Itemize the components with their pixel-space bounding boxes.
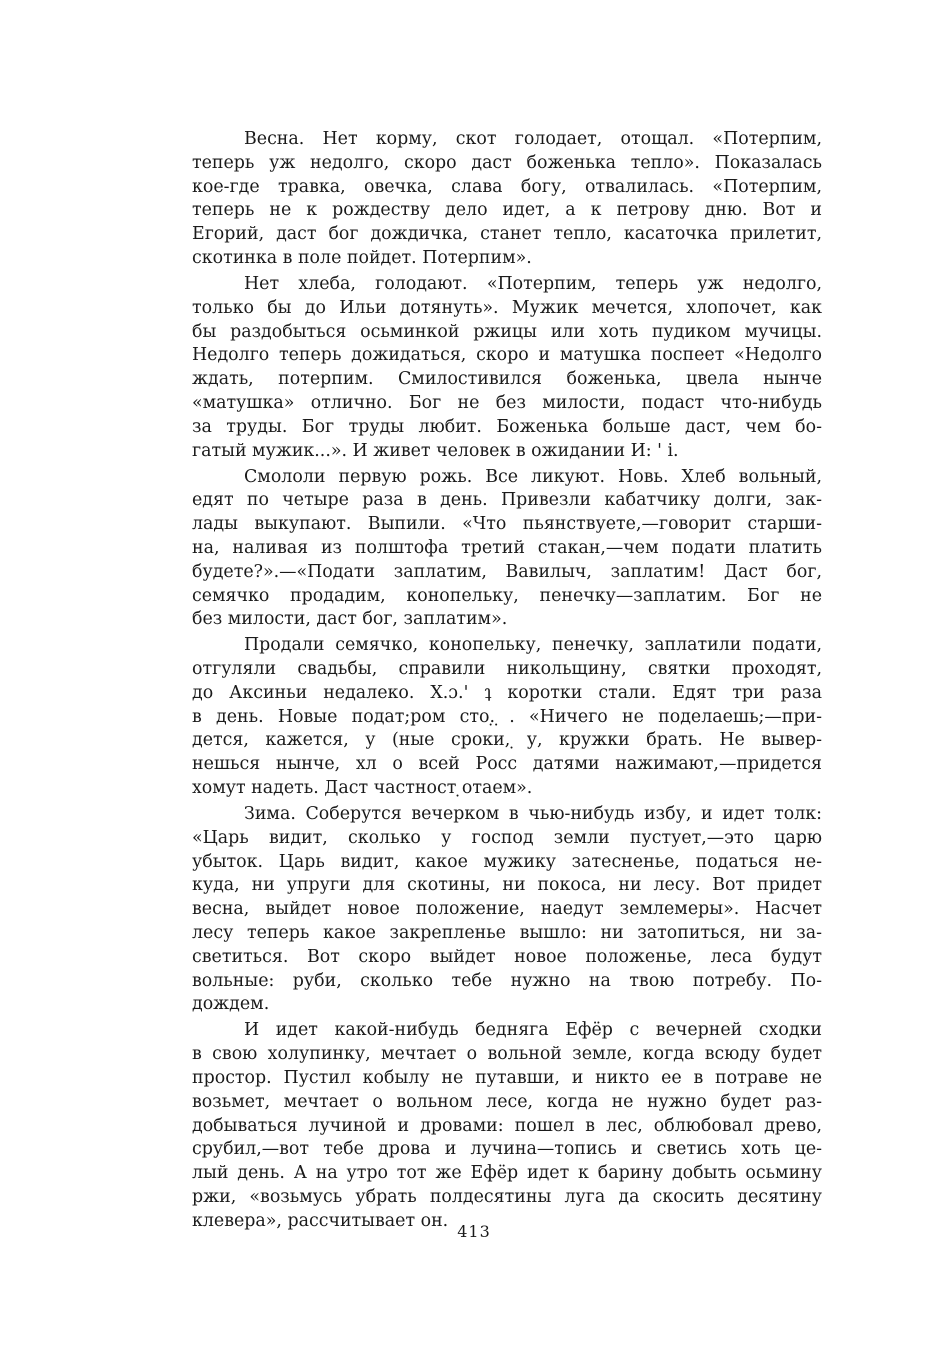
text-line: до Аксиньи недалеко. Х.ɔ.' ʇ коротки стали. Едят три раза bbox=[192, 682, 822, 703]
text-line: «Царь видит, сколько у господ земли пустует,—это царю bbox=[192, 827, 822, 848]
text-line: ждать, потерпим. Смилостивился боженька, цвела нынче bbox=[192, 369, 822, 390]
text-line: в день. Новые подат;ром сто.̣ ̣. «Ничего не поделаешь;—при- bbox=[192, 706, 822, 727]
text-line: только бы до Ильи дотянуть». Мужик мечется, хлопочет, как bbox=[192, 297, 822, 318]
text-line: убыток. Царь видит, какое мужику затесненье, податься не- bbox=[192, 851, 822, 872]
text-line: гатый мужик...». И живет человек в ожидании И: ' і. bbox=[192, 440, 679, 461]
text-line: нешься нынче, хл о всей Росс датями нажимают,—придется bbox=[192, 754, 822, 775]
paragraph bbox=[140, 273, 822, 463]
paragraph bbox=[140, 128, 822, 271]
text-line: «матушка» отлично. Бог не без милости, подаст что-нибудь bbox=[192, 392, 822, 413]
text-line: дется, кажется, у (ные сроки, ̣у, кружки брать. Не вывер- bbox=[192, 730, 822, 751]
text-line: теперь уж недолго, скоро даст боженька тепло». Показалась bbox=[192, 152, 822, 173]
text-line: лесу теперь какое закрепленье вышло: ни затопиться, ни за- bbox=[192, 923, 822, 944]
text-line: весна, выйдет новое положение, наедут землемеры». Насчет bbox=[192, 899, 822, 920]
text-line: семячко продадим, конопельку, пенечку—заплатим. Бог не bbox=[192, 585, 822, 606]
text-line: простор. Пустил кобылу не путавши, и никто ее в потраве не bbox=[192, 1068, 822, 1089]
text-line: куда, ни упруги для скотины, ни покоса, ни лесу. Вот придет bbox=[192, 875, 822, 896]
text-line: отгуляли свадьбы, справили никольщину, святки проходят, bbox=[192, 659, 822, 680]
body-text bbox=[140, 128, 822, 1236]
text-line: скотинка в поле пойдет. Потерпим». bbox=[192, 247, 532, 268]
text-line: хомут надеть. Даст частност ̣отаем». bbox=[192, 778, 533, 799]
text-line: будете?».—«Подати заплатим, Вавилыч, заплатим! Даст бог, bbox=[192, 561, 822, 582]
text-line: Недолго теперь дожидаться, скоро и матушка поспеет «Недолго bbox=[192, 345, 822, 366]
text-line: возьмет, мечтает о вольном лесе, когда не нужно будет раз- bbox=[192, 1091, 822, 1112]
text-line: бы раздобыться осьминкой ржицы или хоть пудиком мучицы. bbox=[192, 321, 822, 342]
text-line: Зима. Соберутся вечерком в чью-нибудь избу, и идет толк: bbox=[244, 804, 822, 825]
text-line: за труды. Бог труды любит. Боженька больше даст, чем бо- bbox=[192, 416, 822, 437]
text-line: теперь не к рождеству дело идет, а к петрову дню. Вот и bbox=[192, 200, 822, 221]
text-line: Нет хлеба, голодают. «Потерпим, теперь уж недолго, bbox=[244, 273, 822, 294]
text-line: дождем. bbox=[192, 994, 270, 1015]
text-line: едят по четыре раза в день. Привезли кабатчику долги, зак- bbox=[192, 490, 822, 511]
paragraph bbox=[140, 803, 822, 1017]
paragraph bbox=[140, 466, 822, 633]
text-line: Продали семячко, конопельку, пенечку, заплатили подати, bbox=[244, 635, 822, 656]
text-line: ржи, «возьмусь убрать полдесятины луга да скосить десятину bbox=[192, 1187, 822, 1207]
text-line: Смололи первую рожь. Все ликуют. Новь. Хлеб вольный, bbox=[244, 466, 822, 487]
text-line: добываться лучиной и дровами: пошел в лес, облюбовал древо, bbox=[192, 1115, 822, 1136]
text-line: кое-где травка, овечка, слава богу, отвалилась. «Потерпим, bbox=[192, 176, 822, 197]
text-line: в свою холупинку, мечтает о вольной земле, когда всюду будет bbox=[192, 1044, 822, 1065]
text-line: И идет какой-нибудь бедняга Ефёр с вечерней сходки bbox=[244, 1020, 822, 1041]
text-line: светиться. Вот скоро выйдет новое положенье, леса будут bbox=[192, 946, 822, 967]
text-line: срубил,—вот тебе дрова и лучина—топись и светись хоть це- bbox=[192, 1139, 822, 1160]
text-line: на, наливая из полштофа третий стакан,—чем подати платить bbox=[192, 537, 822, 558]
text-line: Весна. Нет корму, скот голодает, отощал. «Потерпим, bbox=[244, 129, 822, 149]
page-number: 413 bbox=[457, 1222, 491, 1241]
paragraph bbox=[140, 634, 822, 801]
paragraph bbox=[140, 1019, 822, 1233]
text-line: Егорий, даст бог дождичка, станет тепло, касаточка прилетит, bbox=[192, 224, 822, 245]
text-line: без милости, даст бог, заплатим». bbox=[192, 609, 508, 630]
text-line: лады выкупают. Выпили. «Что пьянствуете,—говорит старши- bbox=[192, 514, 822, 535]
text-line: вольные: руби, сколько тебе нужно на твою потребу. По- bbox=[192, 970, 822, 991]
text-line: клевера», рассчитывает он. bbox=[192, 1210, 449, 1231]
text-line: лый день. А на утро тот же Ефёр идет к барину добыть осьмину bbox=[192, 1163, 822, 1184]
